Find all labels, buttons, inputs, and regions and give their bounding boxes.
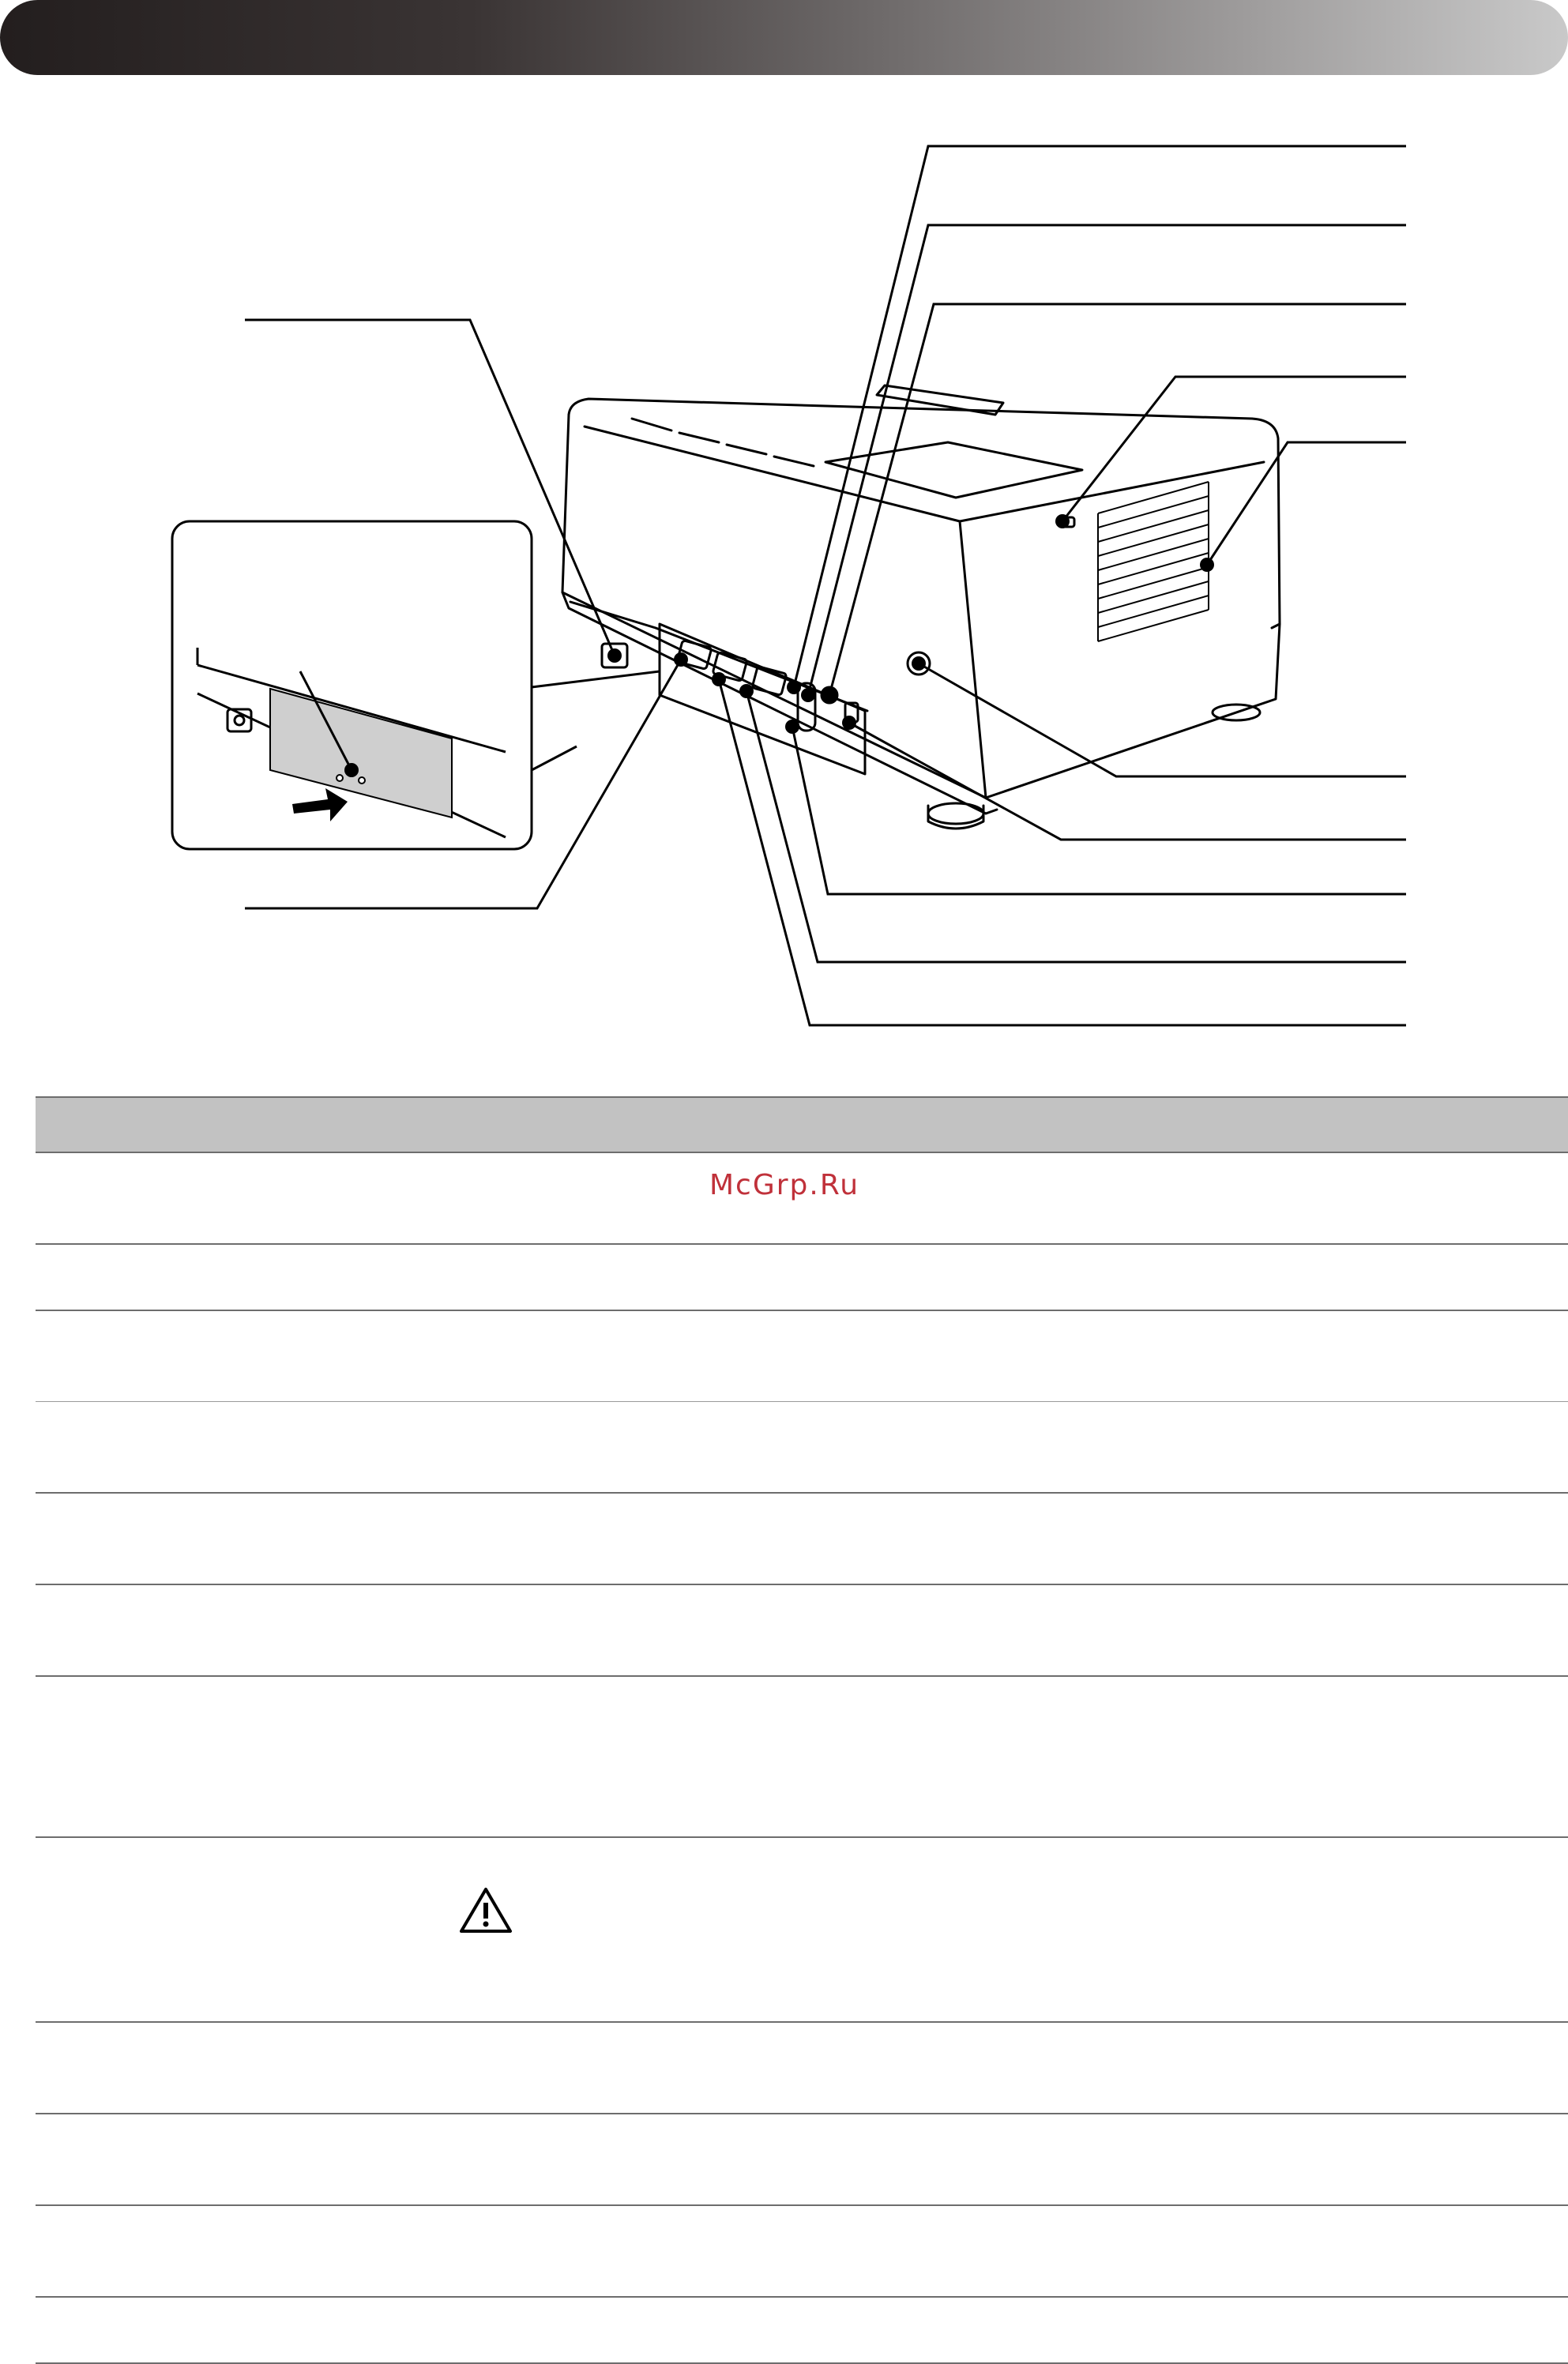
- table-row: [36, 1838, 1568, 2023]
- watermark-text: McGrp.Ru: [709, 1169, 860, 1201]
- page-header-bar: [0, 0, 1568, 75]
- table-row: [36, 2114, 1568, 2206]
- table-row: [36, 2298, 1568, 2364]
- projector-rear-diagram: [0, 111, 1568, 1043]
- table-row: [36, 1153, 1568, 1245]
- table-row: [36, 1245, 1568, 1311]
- table-header-row: [36, 1096, 1568, 1153]
- table-row: [36, 1402, 1568, 1494]
- warning-triangle-icon: [458, 1885, 513, 1934]
- table-row: [36, 1494, 1568, 1585]
- parts-table: [36, 1096, 1568, 2364]
- table-row: [36, 1311, 1568, 1402]
- table-row: [36, 1585, 1568, 1677]
- table-row: [36, 1677, 1568, 1838]
- table-row: [36, 2206, 1568, 2298]
- table-row: [36, 2023, 1568, 2114]
